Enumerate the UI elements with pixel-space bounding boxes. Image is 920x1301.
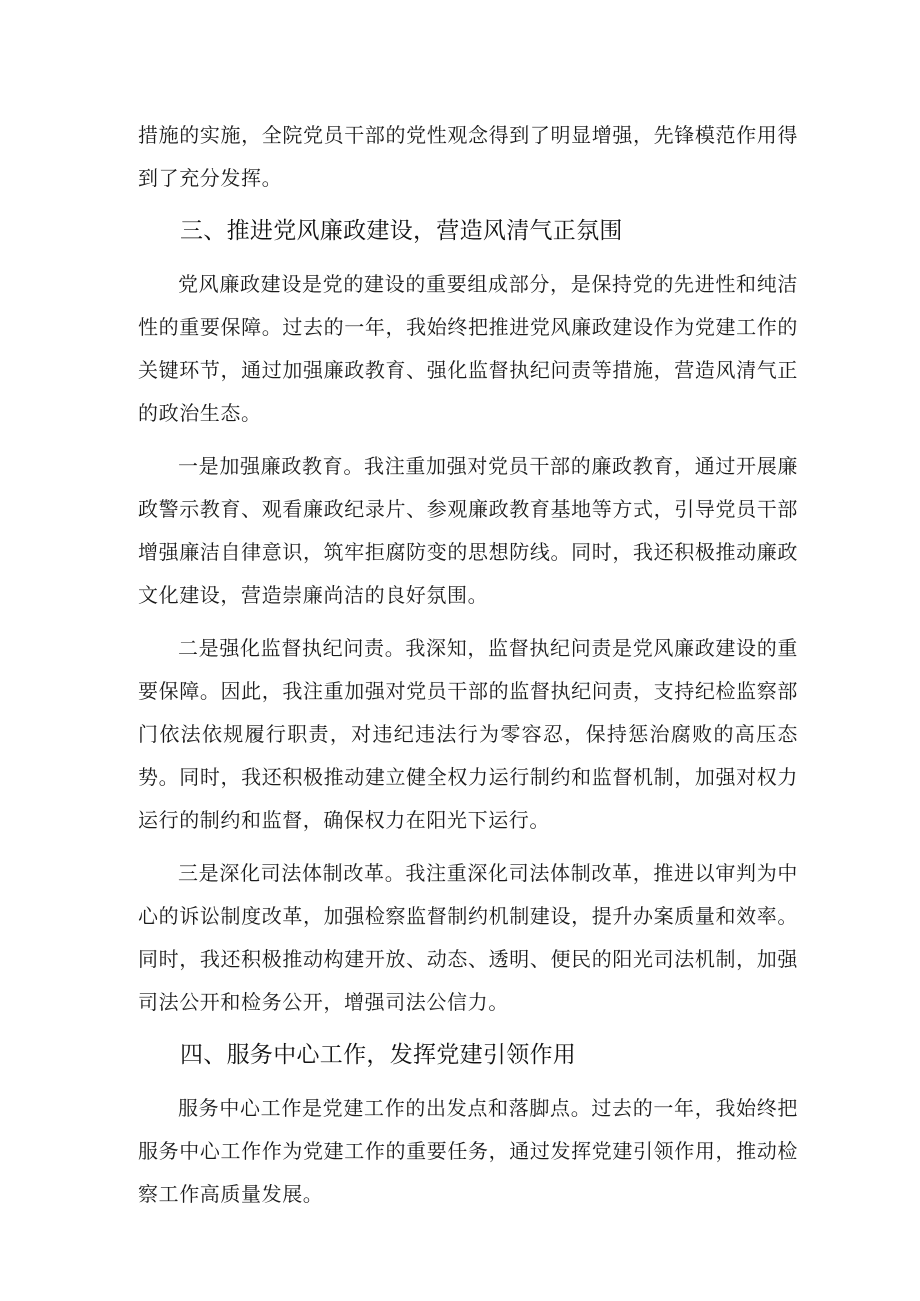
paragraph-integrity-education: 一是加强廉政教育。我注重加强对党员干部的廉政教育，通过开展廉政警示教育、观看廉政纪录片、参观廉政教育基地等方式，引导党员干部增强廉洁自律意识，筑牢拒腐防变的思想防线。同时，我还积极推动廉政文化建设，营造崇廉尚洁的良好氛围。 <box>138 454 798 607</box>
section-heading-four: 四、服务中心工作，发挥党建引领作用 <box>180 1042 577 1068</box>
paragraph-judicial-reform: 三是深化司法体制改革。我注重深化司法体制改革，推进以审判为中心的诉讼制度改革，加强检察监督制约机制建设，提升办案质量和效率。同时，我还积极推动构建开放、动态、透明、便民的阳光司法机制，加强司法公开和检务公开，增强司法公信力。 <box>138 861 798 1014</box>
paragraph-party-conduct-intro: 党风廉政建设是党的建设的重要组成部分，是保持党的先进性和纯洁性的重要保障。过去的一年，我始终把推进党风廉政建设作为党建工作的关键环节，通过加强廉政教育、强化监督执纪问责等措施，营造风清气正的政治生态。 <box>138 272 798 425</box>
paragraph-supervision-accountability: 二是强化监督执纪问责。我深知，监督执纪问责是党风廉政建设的重要保障。因此，我注重加强对党员干部的监督执纪问责，支持纪检监察部门依法依规履行职责，对违纪违法行为零容忍，保持惩治腐败的高压态势。同时，我还积极推动建立健全权力运行制约和监督机制，加强对权力运行的制约和监督，确保权力在阳光下运行。 <box>138 636 798 832</box>
paragraph-continuation: 措施的实施，全院党员干部的党性观念得到了明显增强，先锋模范作用得到了充分发挥。 <box>138 123 798 190</box>
document-body <box>138 114 798 1226</box>
paragraph-serve-central-work: 服务中心工作是党建工作的出发点和落脚点。过去的一年，我始终把服务中心工作作为党建工作的重要任务，通过发挥党建引领作用，推动检察工作高质量发展。 <box>138 1096 798 1206</box>
section-heading-three: 三、推进党风廉政建设，营造风清气正氛围 <box>180 218 623 244</box>
